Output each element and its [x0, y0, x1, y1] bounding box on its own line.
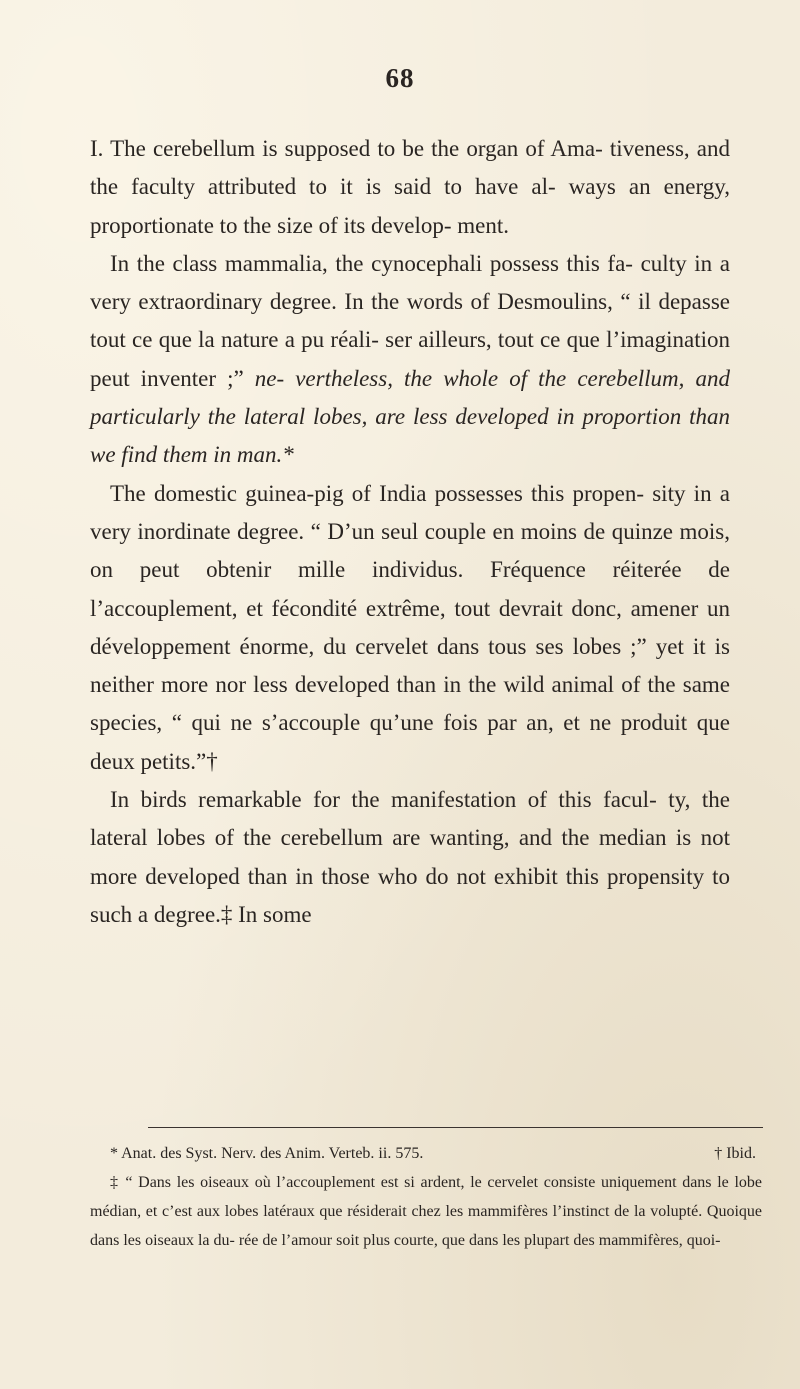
- footnote-double-dagger-text: ‡ “ Dans les oiseaux où l’accouplement est si ardent, le cervelet consiste uniquement dans le lobe médian, et c’est aux lobes latéraux que résiderait chez les mammifères l’instinct de la volupté. Quoique dans les oiseaux la du- rée de l’amour soit plus courte, que dans les plupart des mammifères, quoi-: [90, 1174, 762, 1249]
- footnote-dagger: † Ibid.: [714, 1145, 756, 1162]
- body-text: [90, 130, 730, 934]
- paragraph-2-italic-text: ne- vertheless, the whole of the cerebellum, and particularly the lateral lobes, are less developed in proportion than we find them in man.*: [90, 365, 730, 468]
- paragraph-2-text: In the class mammalia, the cynocephali possess this fa- culty in a very extraordinary degree. In the words of Desmoulins, “ il depasse tout ce que la nature a pu réali- ser ailleurs, tout ce que l’imagination peut inventer ;”: [90, 250, 730, 391]
- page-number: 68: [385, 63, 415, 93]
- footnote-star: * Anat. des Syst. Nerv. des Anim. Verteb. ii. 575.: [110, 1145, 424, 1162]
- paragraph-2: [90, 245, 730, 475]
- paragraph-4-text: In birds remarkable for the manifestation of this facul- ty, the lateral lobes of the cerebellum are wanting, and the median is not more developed than in those who do not exhibit this propensity to such a degree.‡ In some: [90, 787, 730, 927]
- paragraph-3-text: The domestic guinea-pig of India possesses this propen- sity in a very inordinate degree. “ D’un seul couple en moins de quinze mois, on peut obtenir mille individus. Fréquence réiterée de l’accouplement, et fécondité extrême, tout devrait donc, amener un développement énorme, du cervelet dans tous ses lobes ;” yet it is neither more nor less developed than in the wild animal of the same species, “ qui ne s’accouple qu’une fois par an, et ne produit que deux petits.”†: [90, 480, 730, 774]
- footnotes: [90, 1139, 762, 1255]
- paragraph-1: [90, 130, 730, 245]
- footnote-divider: [148, 1127, 763, 1128]
- footnote-row-1: [90, 1139, 762, 1168]
- footnote-double-dagger: [90, 1168, 762, 1255]
- paragraph-3: [90, 475, 730, 781]
- paragraph-1-text: I. The cerebellum is supposed to be the organ of Ama- tiveness, and the faculty attributed to it is said to have al- ways an energy, proportionate to the size of its develop- ment.: [90, 136, 730, 238]
- paragraph-4: [90, 781, 730, 934]
